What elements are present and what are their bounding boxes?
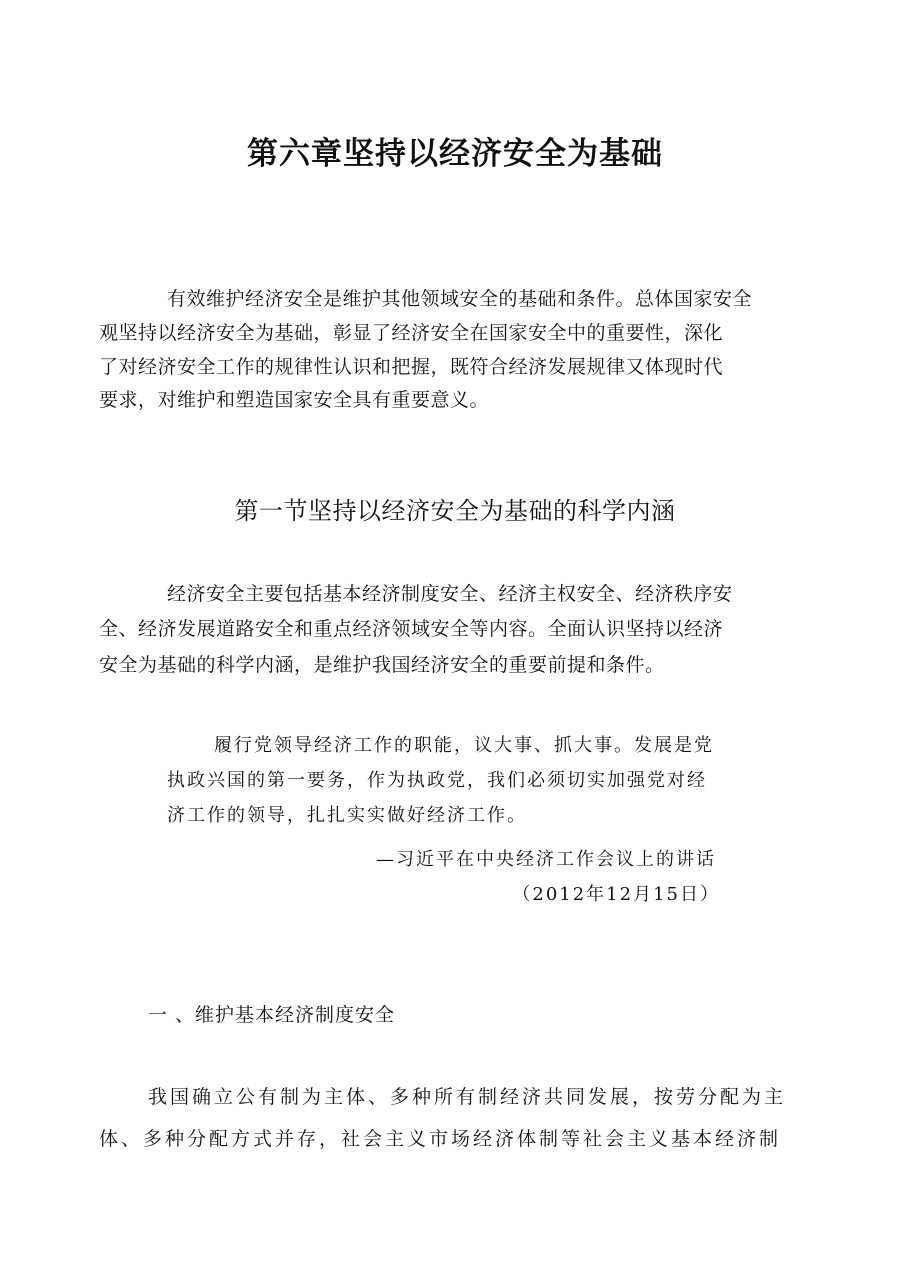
subsection-heading: 一 、维护基本经济制度安全: [148, 1004, 396, 1026]
section-intro-line: 安全为基础的科学内涵，是维护我国经济安全的重要前提和条件。: [99, 654, 665, 676]
intro-line: 要求，对维护和塑造国家安全具有重要意义。: [99, 389, 490, 411]
quote-attribution: —习近平在中央经济工作会议上的讲话: [376, 849, 716, 870]
quote-date: （2012年12月15日）: [512, 884, 720, 905]
section-title: 第一节坚持以经济安全为基础的科学内涵: [234, 497, 676, 525]
intro-line: 有效维护经济安全是维护其他领域安全的基础和条件。总体国家安全: [167, 288, 753, 310]
section-intro-line: 经济安全主要包括基本经济制度安全、经济主权安全、经济秩序安: [167, 583, 733, 605]
quote-line: 履行党领导经济工作的职能，议大事、抓大事。发展是党: [214, 735, 714, 756]
quote-line: 济工作的领导，扎扎实实做好经济工作。: [167, 805, 527, 826]
quote-line: 执政兴国的第一要务，作为执政党，我们必须切实加强党对经: [167, 770, 707, 791]
intro-line: 观坚持以经济安全为基础，彰显了经济安全在国家安全中的重要性，深化: [99, 322, 724, 344]
section-intro-line: 全、经济发展道路安全和重点经济领域安全等内容。全面认识坚持以经济: [99, 618, 724, 640]
intro-line: 了对经济安全工作的规律性认识和把握，既符合经济发展规律又体现时代: [99, 356, 724, 378]
body-line: 体、多种分配方式并存，社会主义市场经济体制等社会主义基本经济制: [99, 1128, 782, 1150]
body-line: 我国确立公有制为主体、多种所有制经济共同发展，按劳分配为主: [148, 1086, 787, 1108]
chapter-title: 第六章坚持以经济安全为基础: [247, 136, 663, 172]
